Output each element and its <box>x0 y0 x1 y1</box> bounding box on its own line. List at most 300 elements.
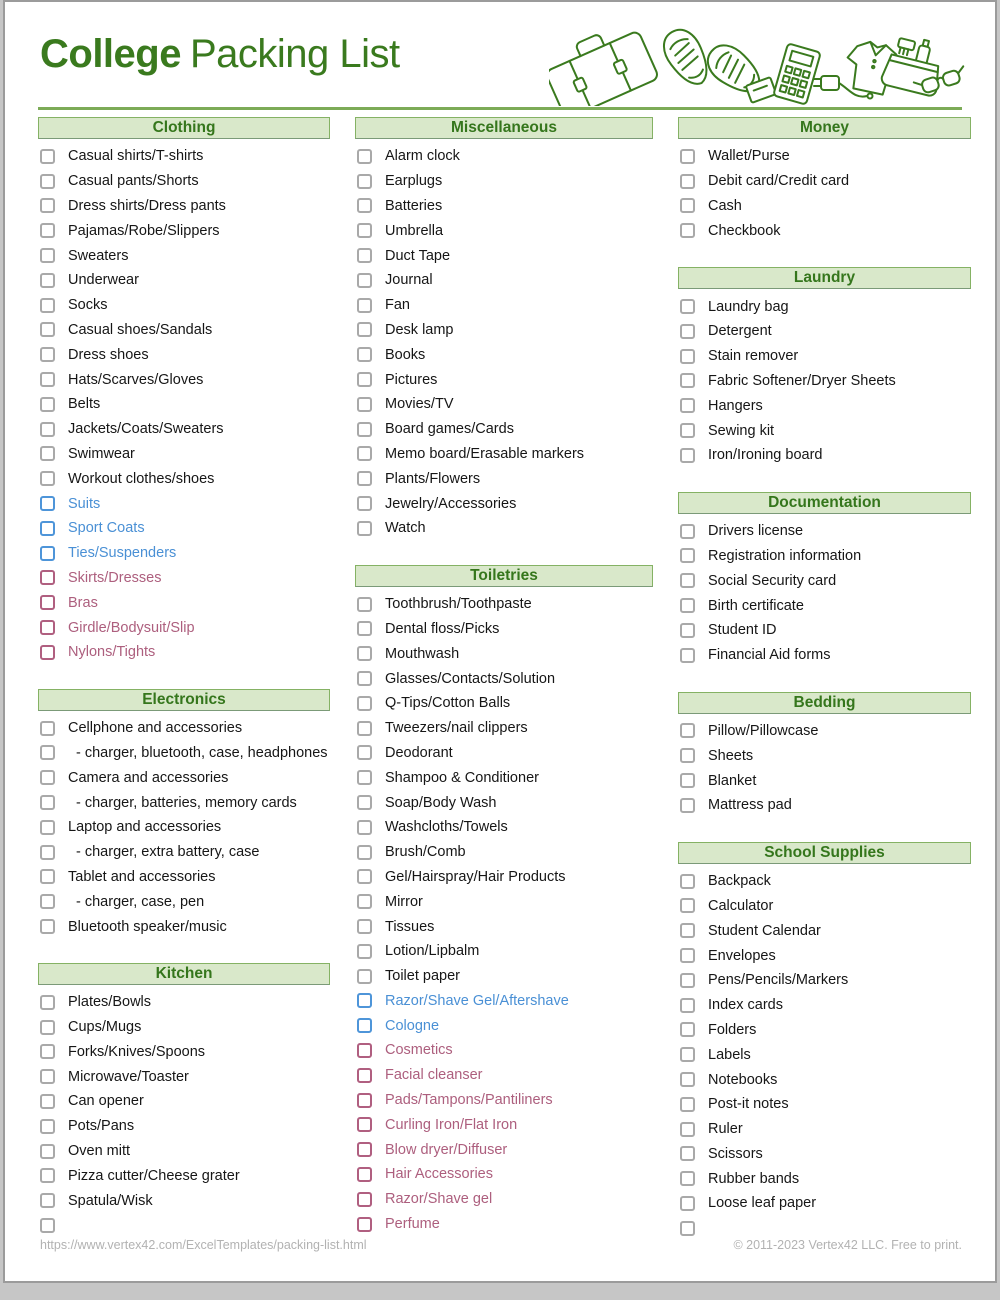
section-header-laundry: Laundry <box>678 267 971 289</box>
checkbox[interactable] <box>680 448 695 463</box>
checkbox[interactable] <box>680 299 695 314</box>
item-label: Blow dryer/Diffuser <box>385 1141 508 1158</box>
checkbox[interactable] <box>357 521 372 536</box>
checkbox[interactable] <box>40 595 55 610</box>
item-label: Cologne <box>385 1017 440 1034</box>
item-label: Dress shoes <box>68 346 149 363</box>
checkbox[interactable] <box>40 223 55 238</box>
item-label: Pajamas/Robe/Slippers <box>68 222 220 239</box>
checkbox[interactable] <box>357 347 372 362</box>
item-label: Lotion/Lipbalm <box>385 943 480 960</box>
checkbox[interactable] <box>680 998 695 1013</box>
checklist-item <box>678 519 971 544</box>
item-label: Jackets/Coats/Sweaters <box>68 421 224 438</box>
checklist-item <box>38 466 330 491</box>
checkbox[interactable] <box>357 721 372 736</box>
checklist-item <box>678 968 971 993</box>
checklist-item <box>355 1038 653 1063</box>
item-label: Pictures <box>385 371 438 388</box>
item-label: - charger, bluetooth, case, headphones <box>76 744 328 761</box>
checklist-item <box>678 793 971 818</box>
checklist-item <box>678 593 971 618</box>
section-kitchen <box>38 963 330 1238</box>
checklist-item <box>355 865 653 890</box>
checkbox[interactable] <box>357 223 372 238</box>
section-header-clothing: Clothing <box>38 117 330 139</box>
checkbox[interactable] <box>357 1142 372 1157</box>
section-header-electronics: Electronics <box>38 689 330 711</box>
checkbox[interactable] <box>357 1117 372 1132</box>
checkbox[interactable] <box>680 973 695 988</box>
item-label: Toothbrush/Toothpaste <box>385 596 532 613</box>
checkbox[interactable] <box>680 149 695 164</box>
item-label: Iron/Ironing board <box>708 447 823 464</box>
checklist-item <box>38 640 330 665</box>
checkbox[interactable] <box>357 820 372 835</box>
checklist-item <box>355 466 653 491</box>
item-label: Workout clothes/shoes <box>68 470 215 487</box>
checklist-item <box>355 491 653 516</box>
item-label: Can opener <box>68 1093 144 1110</box>
checklist-item <box>678 918 971 943</box>
checkbox[interactable] <box>40 995 55 1010</box>
checklist-item <box>678 393 971 418</box>
checkbox[interactable] <box>40 721 55 736</box>
footer <box>40 1238 962 1252</box>
checkbox[interactable] <box>40 174 55 189</box>
checklist-item <box>355 1137 653 1162</box>
checkbox[interactable] <box>680 1221 695 1236</box>
checkbox[interactable] <box>680 948 695 963</box>
checkbox[interactable] <box>357 646 372 661</box>
checkbox[interactable] <box>680 748 695 763</box>
checklist-item <box>38 1040 330 1065</box>
checkbox[interactable] <box>357 1018 372 1033</box>
checkbox[interactable] <box>680 1146 695 1161</box>
checklist-item <box>678 344 971 369</box>
checklist-item <box>678 1018 971 1043</box>
item-label: Forks/Knives/Spoons <box>68 1043 206 1060</box>
checklist-item <box>678 1216 971 1241</box>
checkbox[interactable] <box>40 745 55 760</box>
checkbox[interactable] <box>40 894 55 909</box>
checkbox[interactable] <box>357 1043 372 1058</box>
checklist-item <box>355 1187 653 1212</box>
checklist-item <box>678 544 971 569</box>
checkbox[interactable] <box>357 372 372 387</box>
checklist-item <box>38 1064 330 1089</box>
checklist-item <box>38 716 330 741</box>
checklist-item <box>355 1162 653 1187</box>
checklist-item <box>355 716 653 741</box>
section-header-money: Money <box>678 117 971 139</box>
checklist-item <box>355 889 653 914</box>
item-label: Swimwear <box>68 445 135 462</box>
checkbox[interactable] <box>40 869 55 884</box>
item-label: Notebooks <box>708 1071 778 1088</box>
checklist-item <box>38 541 330 566</box>
item-label: Sport Coats <box>68 520 145 537</box>
checkbox[interactable] <box>357 397 372 412</box>
checklist-item <box>38 491 330 516</box>
item-label: Suits <box>68 495 101 512</box>
item-label: Scissors <box>708 1145 763 1162</box>
checkbox[interactable] <box>357 273 372 288</box>
checklist-item <box>38 914 330 939</box>
checklist-item <box>355 367 653 392</box>
item-label: Mouthwash <box>385 645 460 662</box>
item-label: Tablet and accessories <box>68 868 216 885</box>
checkbox[interactable] <box>40 198 55 213</box>
checklist-item <box>355 989 653 1014</box>
checkbox[interactable] <box>40 645 55 660</box>
checkbox[interactable] <box>680 923 695 938</box>
checkbox[interactable] <box>680 798 695 813</box>
checkbox[interactable] <box>40 347 55 362</box>
checkbox[interactable] <box>680 423 695 438</box>
item-label: Laundry bag <box>708 298 789 315</box>
checkbox[interactable] <box>680 1196 695 1211</box>
checkbox[interactable] <box>40 1193 55 1208</box>
checkbox[interactable] <box>40 1094 55 1109</box>
checklist-item <box>355 268 653 293</box>
checkbox[interactable] <box>680 174 695 189</box>
checklist-item <box>355 840 653 865</box>
item-label: Backpack <box>708 873 771 890</box>
checklist-item <box>355 243 653 268</box>
page-title-bold: College <box>40 32 181 76</box>
checkbox[interactable] <box>357 993 372 1008</box>
item-label: Bluetooth speaker/music <box>68 918 227 935</box>
checkbox[interactable] <box>40 422 55 437</box>
item-label: Calculator <box>708 897 774 914</box>
item-label: Labels <box>708 1046 751 1063</box>
checklist-item <box>38 765 330 790</box>
checkbox[interactable] <box>680 1047 695 1062</box>
checkbox[interactable] <box>40 471 55 486</box>
checkbox[interactable] <box>357 1068 372 1083</box>
item-label: Alarm clock <box>385 148 460 165</box>
checkbox[interactable] <box>680 324 695 339</box>
item-label: Umbrella <box>385 222 444 239</box>
checkbox[interactable] <box>680 1171 695 1186</box>
item-label: Oven mitt <box>68 1143 131 1160</box>
item-label: Tissues <box>385 918 435 935</box>
checklist-item <box>355 1212 653 1237</box>
item-label: Mirror <box>385 893 423 910</box>
checkbox[interactable] <box>357 696 372 711</box>
checklist-item <box>678 1191 971 1216</box>
checkbox[interactable] <box>357 869 372 884</box>
checklist-item <box>38 417 330 442</box>
item-label: Wallet/Purse <box>708 148 790 165</box>
item-label: Financial Aid forms <box>708 647 831 664</box>
checklist-item <box>678 169 971 194</box>
checkbox[interactable] <box>357 446 372 461</box>
section-documentation <box>678 492 971 668</box>
checklist-item <box>38 194 330 219</box>
checkbox[interactable] <box>40 397 55 412</box>
checklist-item <box>38 590 330 615</box>
checklist-item <box>355 641 653 666</box>
checkbox[interactable] <box>40 273 55 288</box>
checkbox[interactable] <box>357 671 372 686</box>
checklist-item <box>355 342 653 367</box>
checkbox[interactable] <box>357 422 372 437</box>
checklist-item <box>38 1188 330 1213</box>
checklist-item <box>678 418 971 443</box>
checkbox[interactable] <box>40 620 55 635</box>
item-label: Ties/Suspenders <box>68 545 177 562</box>
checkbox[interactable] <box>357 149 372 164</box>
checkbox[interactable] <box>40 1044 55 1059</box>
checklist-item <box>355 592 653 617</box>
item-label: Toilet paper <box>385 968 460 985</box>
item-label: Curling Iron/Flat Iron <box>385 1116 518 1133</box>
checklist-item <box>38 840 330 865</box>
checklist-item <box>38 169 330 194</box>
checklist-item <box>355 417 653 442</box>
item-label: Registration information <box>708 547 862 564</box>
checklist-item <box>355 790 653 815</box>
checklist-item <box>38 865 330 890</box>
checkbox[interactable] <box>357 174 372 189</box>
checkbox[interactable] <box>357 298 372 313</box>
item-label: Hats/Scarves/Gloves <box>68 371 204 388</box>
checkbox[interactable] <box>680 598 695 613</box>
item-label: Laptop and accessories <box>68 819 222 836</box>
checkbox[interactable] <box>357 597 372 612</box>
checkbox[interactable] <box>40 1218 55 1233</box>
section-money <box>678 117 971 243</box>
checklist-item <box>678 1117 971 1142</box>
footer-url: https://www.vertex42.com/ExcelTemplates/packing-list.html <box>40 1238 367 1252</box>
checkbox[interactable] <box>680 773 695 788</box>
checkbox[interactable] <box>357 322 372 337</box>
checkbox[interactable] <box>357 919 372 934</box>
item-label: Loose leaf paper <box>708 1195 817 1212</box>
checkbox[interactable] <box>40 1119 55 1134</box>
checkbox[interactable] <box>680 898 695 913</box>
item-label: Underwear <box>68 272 139 289</box>
column-3 <box>678 117 971 1241</box>
checkbox[interactable] <box>357 894 372 909</box>
checkbox[interactable] <box>680 349 695 364</box>
checklist-item <box>38 268 330 293</box>
item-label: Pillow/Pillowcase <box>708 722 819 739</box>
checkbox[interactable] <box>680 1072 695 1087</box>
checkbox[interactable] <box>357 795 372 810</box>
item-label: Razor/Shave gel <box>385 1191 493 1208</box>
item-label: Debit card/Credit card <box>708 173 850 190</box>
item-label: Glasses/Contacts/Solution <box>385 670 556 687</box>
checkbox[interactable] <box>40 496 55 511</box>
item-label: Plants/Flowers <box>385 470 481 487</box>
checkbox[interactable] <box>680 623 695 638</box>
checklist-item <box>355 293 653 318</box>
checkbox[interactable] <box>680 723 695 738</box>
checkbox[interactable] <box>680 648 695 663</box>
item-label: Social Security card <box>708 572 837 589</box>
checklist-item <box>38 218 330 243</box>
checkbox[interactable] <box>357 770 372 785</box>
checklist-item <box>678 1042 971 1067</box>
item-label: Desk lamp <box>385 321 454 338</box>
checklist-item <box>38 566 330 591</box>
checkbox[interactable] <box>680 1022 695 1037</box>
checklist-item <box>678 993 971 1018</box>
item-label: Casual shoes/Sandals <box>68 321 213 338</box>
checklist-item <box>38 1163 330 1188</box>
item-label: Batteries <box>385 197 443 214</box>
checkbox[interactable] <box>40 149 55 164</box>
checklist-item <box>355 1063 653 1088</box>
checkbox[interactable] <box>40 570 55 585</box>
item-label: Mattress pad <box>708 797 792 814</box>
item-label: Plates/Bowls <box>68 994 152 1011</box>
checklist-item <box>38 367 330 392</box>
checklist-item <box>38 889 330 914</box>
checklist-item <box>38 516 330 541</box>
checkbox[interactable] <box>357 969 372 984</box>
checklist-item <box>38 1213 330 1238</box>
item-label: Sewing kit <box>708 422 775 439</box>
checkbox[interactable] <box>680 548 695 563</box>
checklist-item <box>355 1013 653 1038</box>
checkbox[interactable] <box>680 373 695 388</box>
item-label: Camera and accessories <box>68 769 229 786</box>
checklist-item <box>355 1088 653 1113</box>
item-label: - charger, extra battery, case <box>76 844 260 861</box>
item-label: Blanket <box>708 772 757 789</box>
checkbox[interactable] <box>357 944 372 959</box>
suitcase-icon <box>549 19 659 106</box>
checklist-item <box>678 719 971 744</box>
checkbox[interactable] <box>680 573 695 588</box>
checklist-item <box>38 1015 330 1040</box>
checkbox[interactable] <box>40 795 55 810</box>
checkbox[interactable] <box>680 874 695 889</box>
checklist-item <box>678 618 971 643</box>
checkbox[interactable] <box>40 1069 55 1084</box>
checklist-item <box>38 342 330 367</box>
item-label: Cash <box>708 197 742 214</box>
section-toiletries <box>355 565 653 1237</box>
checkbox[interactable] <box>40 322 55 337</box>
item-label: Nylons/Tights <box>68 644 156 661</box>
checkbox[interactable] <box>357 1192 372 1207</box>
checkbox[interactable] <box>680 524 695 539</box>
checklist-item <box>38 318 330 343</box>
item-label: Pots/Pans <box>68 1118 135 1135</box>
item-label: Movies/TV <box>385 396 454 413</box>
checklist-item <box>678 218 971 243</box>
checkbox[interactable] <box>40 521 55 536</box>
checklist-item <box>355 169 653 194</box>
item-label: Brush/Comb <box>385 844 466 861</box>
checklist-item <box>38 1139 330 1164</box>
checkbox[interactable] <box>40 446 55 461</box>
checkbox[interactable] <box>357 845 372 860</box>
item-label: Girdle/Bodysuit/Slip <box>68 619 195 636</box>
item-label: Sheets <box>708 747 754 764</box>
checkbox[interactable] <box>357 471 372 486</box>
checkbox[interactable] <box>357 248 372 263</box>
checklist-item <box>38 990 330 1015</box>
item-label: Dress shirts/Dress pants <box>68 197 226 214</box>
checkbox[interactable] <box>40 1168 55 1183</box>
checkbox[interactable] <box>357 1093 372 1108</box>
item-label: Hair Accessories <box>385 1166 493 1183</box>
masthead <box>5 2 995 107</box>
item-label: Stain remover <box>708 348 799 365</box>
packing-items-illustration <box>549 18 969 106</box>
checkbox[interactable] <box>680 223 695 238</box>
checkbox[interactable] <box>40 919 55 934</box>
checklist-item <box>38 144 330 169</box>
checkbox[interactable] <box>357 1217 372 1232</box>
checklist-item <box>355 442 653 467</box>
checklist-item <box>678 1092 971 1117</box>
checklist-item <box>678 768 971 793</box>
checkbox[interactable] <box>40 1144 55 1159</box>
section-header-documentation: Documentation <box>678 492 971 514</box>
section-bedding <box>678 692 971 818</box>
checklist-item <box>678 568 971 593</box>
column-2 <box>355 117 653 1236</box>
checkbox[interactable] <box>40 770 55 785</box>
checkbox[interactable] <box>680 1097 695 1112</box>
item-label: Belts <box>68 396 101 413</box>
section-header-miscellaneous: Miscellaneous <box>355 117 653 139</box>
checklist-item <box>678 294 971 319</box>
item-label: Rubber bands <box>708 1170 800 1187</box>
checkbox[interactable] <box>40 298 55 313</box>
checkbox[interactable] <box>680 198 695 213</box>
checkbox[interactable] <box>357 198 372 213</box>
checkbox[interactable] <box>357 1167 372 1182</box>
checkbox[interactable] <box>357 496 372 511</box>
page-title-regular: Packing List <box>189 32 400 76</box>
section-clothing <box>38 117 330 665</box>
checklist-item <box>38 243 330 268</box>
checklist-item <box>355 765 653 790</box>
section-electronics <box>38 689 330 939</box>
checklist-item <box>355 964 653 989</box>
checklist-item <box>678 743 971 768</box>
checklist-item <box>678 319 971 344</box>
checkbox[interactable] <box>40 546 55 561</box>
checkbox[interactable] <box>40 845 55 860</box>
item-label: Checkbook <box>708 222 781 239</box>
checkbox[interactable] <box>40 248 55 263</box>
checklist-item <box>355 666 653 691</box>
checkbox[interactable] <box>680 1122 695 1137</box>
checklist-item <box>355 1112 653 1137</box>
checkbox[interactable] <box>357 621 372 636</box>
item-label: Cups/Mugs <box>68 1019 142 1036</box>
checkbox[interactable] <box>40 372 55 387</box>
checklist-item <box>355 516 653 541</box>
item-label: Folders <box>708 1021 757 1038</box>
item-label: Drivers license <box>708 523 804 540</box>
checkbox[interactable] <box>40 1020 55 1035</box>
item-label: Detergent <box>708 323 772 340</box>
checklist-item <box>38 815 330 840</box>
checkbox[interactable] <box>40 820 55 835</box>
checkbox[interactable] <box>680 398 695 413</box>
checkbox[interactable] <box>357 745 372 760</box>
